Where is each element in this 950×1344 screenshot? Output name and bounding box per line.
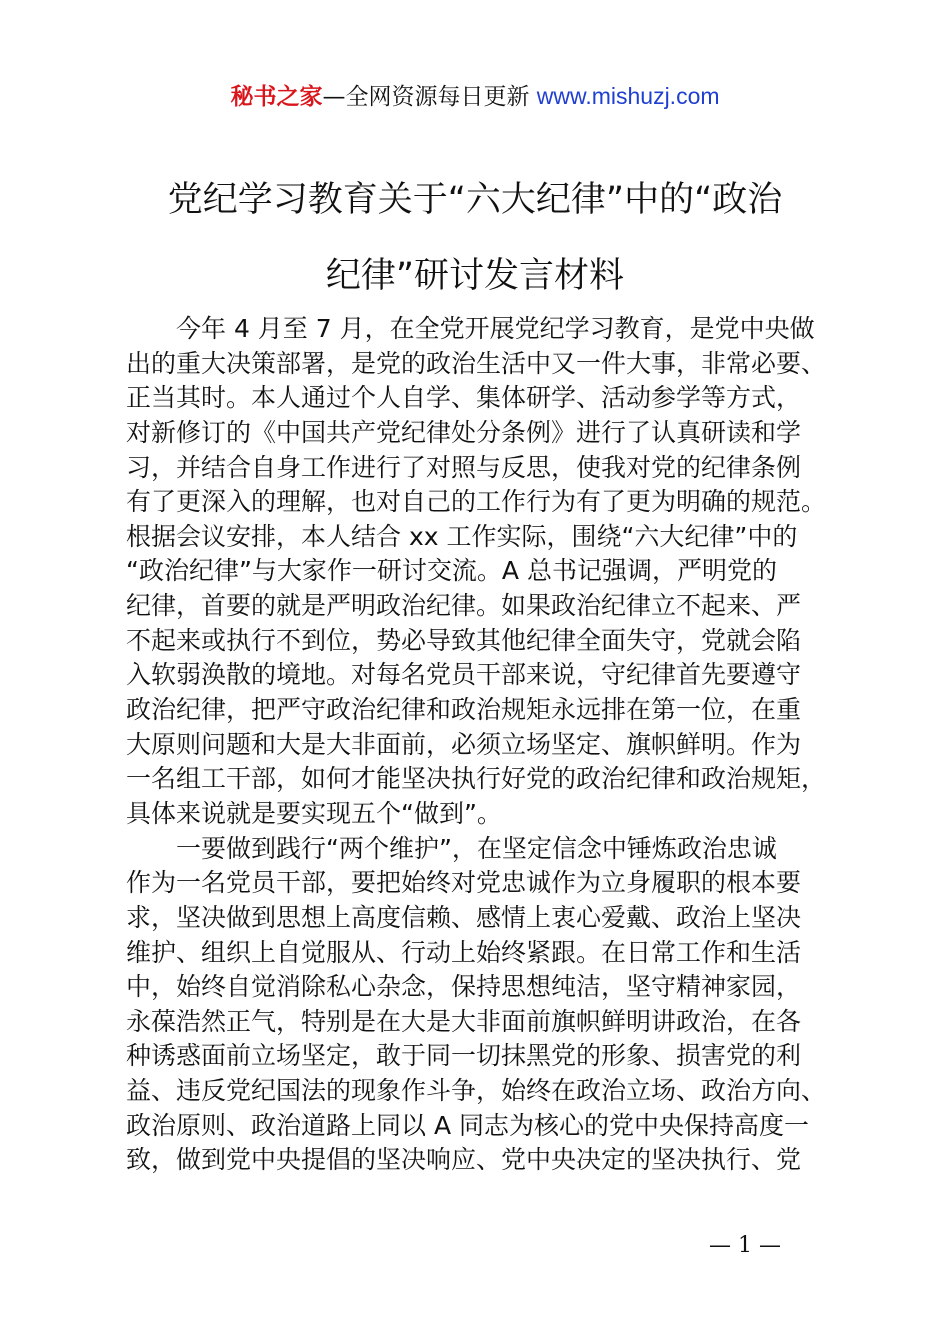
- document-title: [120, 162, 830, 314]
- body-line: 大原则问题和大是大非面前，必须立场坚定、旗帜鲜明。作为: [126, 729, 802, 759]
- body-line: 今年 4 月至 7 月，在全党开展党纪学习教育，是党中央做: [176, 314, 815, 343]
- body-line: 对新修订的《中国共产党纪律处分条例》进行了认真研读和学: [126, 417, 802, 447]
- body-line: 习，并结合自身工作进行了对照与反思，使我对党的纪律条例: [126, 452, 802, 482]
- body-line: 求，坚决做到思想上高度信赖、感情上衷心爱戴、政治上坚决: [126, 902, 802, 932]
- body-line: 维护、组织上自觉服从、行动上始终紧跟。在日常工作和生活: [126, 937, 802, 967]
- body-line: 政治纪律，把严守政治纪律和政治规矩永远排在第一位，在重: [126, 695, 802, 725]
- page-number: — 1 —: [709, 1233, 781, 1258]
- site-brand: 秘书之家: [230, 84, 323, 110]
- body-line: 不起来或执行不到位，势必导致其他纪律全面失守，党就会陷: [126, 625, 802, 655]
- body-line: 益、违反党纪国法的现象作斗争，始终在政治立场、政治方向、: [126, 1076, 827, 1106]
- body-line: 致，做到党中央提倡的坚决响应、党中央决定的坚决执行、党: [126, 1145, 802, 1175]
- body-line: 中，始终自觉消除私心杂念，保持思想纯洁，坚守精神家园，: [126, 972, 802, 1002]
- site-url-link[interactable]: www.mishuzj.com: [536, 83, 720, 109]
- body-line: 种诱惑面前立场坚定，敢于同一切抹黑党的形象、损害党的利: [126, 1041, 802, 1071]
- body-line: 入软弱涣散的境地。对每名党员干部来说，守纪律首先要遵守: [126, 660, 802, 690]
- body-line: 根据会议安排，本人结合 xx 工作实际，围绕“六大纪律”中的: [126, 521, 798, 551]
- body-line: 正当其时。本人通过个人自学、集体研学、活动参学等方式，: [126, 383, 802, 413]
- body-line: 永葆浩然正气，特别是在大是大非面前旗帜鲜明讲政治，在各: [126, 1006, 802, 1036]
- body-line: 出的重大决策部署，是党的政治生活中又一件大事，非常必要、: [126, 348, 827, 378]
- body-line: 作为一名党员干部，要把始终对党忠诚作为立身履职的根本要: [126, 868, 802, 898]
- document-body: [126, 312, 846, 1178]
- site-tagline: —全网资源每日更新: [322, 84, 537, 110]
- body-line: 具体来说就是要实现五个“做到”。: [126, 798, 502, 828]
- body-line: “政治纪律”与大家作一研讨交流。A 总书记强调，严明党的: [126, 556, 777, 586]
- body-line: 纪律，首要的就是严明政治纪律。如果政治纪律立不起来、严: [126, 591, 802, 621]
- body-line: 政治原则、政治道路上同以 A 同志为核心的党中央保持高度一: [126, 1110, 809, 1140]
- title-line-1: 党纪学习教育关于“六大纪律”中的“政治: [167, 180, 783, 220]
- body-line: 有了更深入的理解，也对自己的工作行为有了更为明确的规范。: [126, 487, 827, 517]
- section-heading: 一要做到践行“两个维护”，在坚定信念中锤炼政治忠诚: [176, 833, 777, 863]
- body-line: 一名组工干部，如何才能坚决执行好党的政治纪律和政治规矩，: [126, 764, 827, 794]
- site-header: [0, 80, 950, 113]
- title-line-2: 纪律”研讨发言材料: [325, 256, 625, 296]
